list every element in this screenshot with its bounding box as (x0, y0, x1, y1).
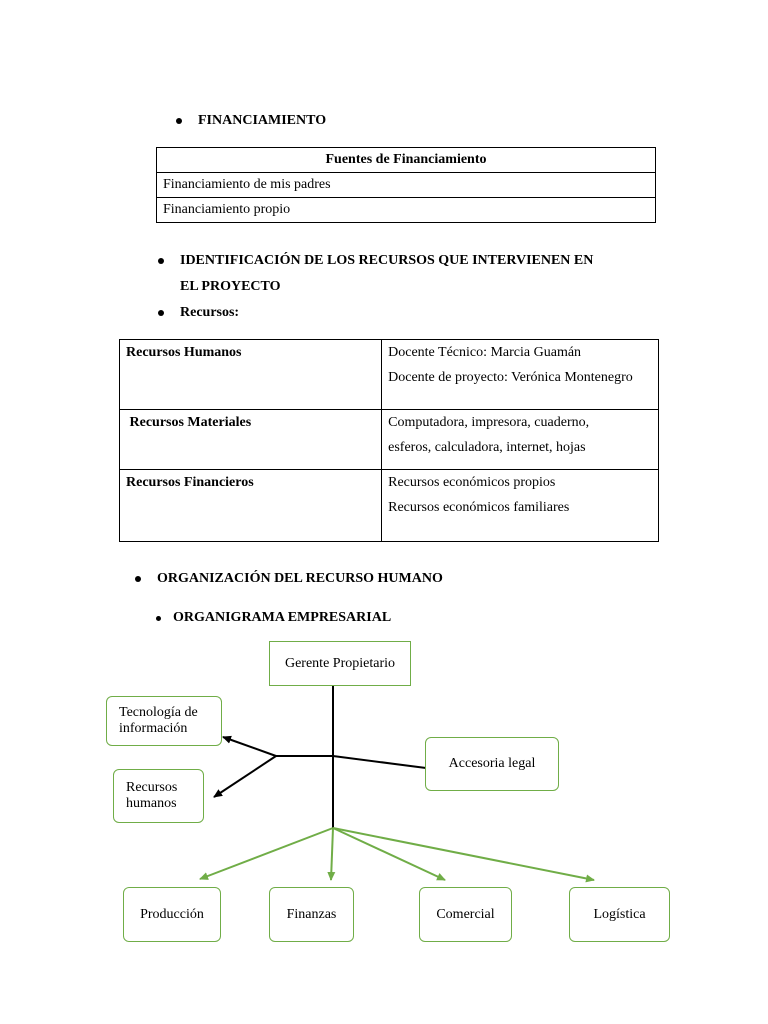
node-produccion (123, 887, 221, 942)
section-organigrama-label: ORGANIGRAMA EMPRESARIAL (173, 610, 392, 625)
node-recursos-humanos-label (126, 780, 177, 812)
section-identificacion-line1: IDENTIFICACIÓN DE LOS RECURSOS QUE INTERVIENEN EN (180, 253, 594, 268)
resources-value-line: Docente de proyecto: Verónica Montenegro (388, 370, 633, 385)
node-comercial (419, 887, 512, 942)
node-tecnologia-line2: información (119, 721, 188, 736)
arrow-to-logistica (333, 828, 594, 880)
funding-table-cell: Financiamiento propio (157, 198, 656, 223)
node-finanzas-label: Finanzas (286, 906, 337, 922)
funding-table-cell: Financiamiento de mis padres (157, 173, 656, 198)
resources-label: Recursos Financieros (120, 470, 382, 542)
resources-label: Recursos Materiales (120, 410, 382, 470)
resources-label: Recursos Humanos (120, 340, 382, 410)
node-accesoria-label: Accesoria legal (448, 756, 536, 771)
resources-value-line: esferos, calculadora, internet, hojas (388, 440, 586, 455)
section-organizacion-label: ORGANIZACIÓN DEL RECURSO HUMANO (157, 571, 443, 586)
arrow-to-produccion (200, 828, 333, 879)
arrow-to-finanzas (331, 828, 333, 880)
resources-value-line: Docente Técnico: Marcia Guamán (388, 345, 582, 360)
node-logistica (569, 887, 670, 942)
funding-table-header: Fuentes de Financiamiento (157, 148, 656, 173)
section-financiamiento-label: FINANCIAMIENTO (198, 113, 327, 128)
node-recursos-humanos-line1: Recursos (126, 780, 178, 795)
node-tecnologia-label (119, 705, 198, 737)
node-gerente-label: Gerente Propietario (284, 655, 395, 671)
branch-right-line (333, 756, 426, 768)
node-comercial-label: Comercial (436, 906, 495, 922)
node-recursos-humanos-line2: humanos (126, 796, 177, 811)
arrow-to-recursos-humanos (214, 756, 276, 797)
node-accesoria (425, 737, 559, 791)
node-produccion-label: Producción (140, 906, 204, 922)
node-tecnologia (106, 696, 222, 746)
node-logistica-label: Logística (593, 906, 646, 922)
node-finanzas (269, 887, 354, 942)
resources-value-line: Recursos económicos familiares (388, 500, 570, 515)
node-tecnologia-line1: Tecnología de (119, 705, 198, 720)
section-identificacion-line2: EL PROYECTO (180, 279, 281, 294)
arrow-to-comercial (333, 828, 445, 880)
arrow-to-tecnologia (223, 737, 276, 756)
section-recursos-label: Recursos: (180, 305, 240, 320)
node-recursos-humanos (113, 769, 204, 823)
resources-value-line: Recursos económicos propios (388, 475, 556, 490)
node-gerente (269, 641, 411, 686)
resources-value-line: Computadora, impresora, cuaderno, (388, 415, 590, 430)
